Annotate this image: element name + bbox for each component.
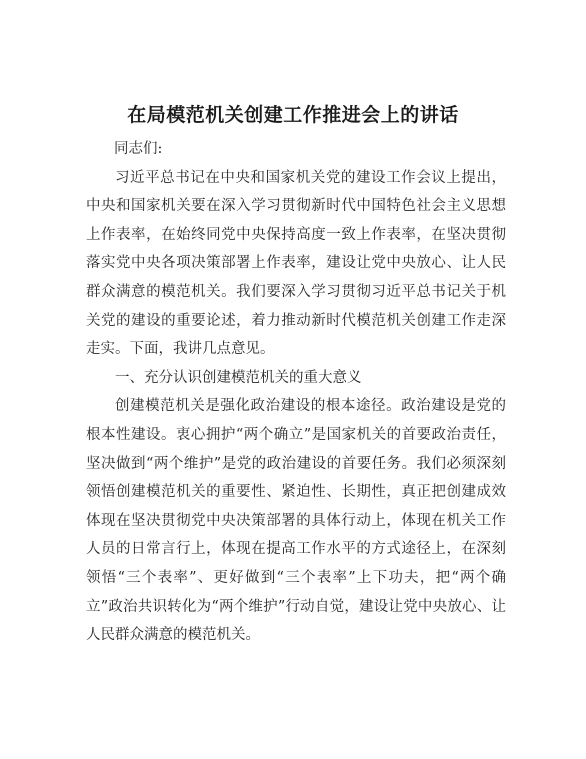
- salutation: 同志们:: [114, 141, 163, 157]
- intro-paragraph: 习近平总书记在中央和国家机关党的建设工作会议上提出，中央和国家机关要在深入学习贯彻新时代中国特色社会主义思想上作表率，在始终同党中央保持高度一致上作表率，在坚决贯彻落实党中央各项决策部署上作表率，建设让党中央放心、让人民群众满意的模范机关。我们要深入学习贯彻习近平总书记关于机关党的建设的重要论述，着力推动新时代模范机关创建工作走深走实。下面，我讲几点意见。: [86, 169, 506, 358]
- section-heading: 一、充分认识创建模范机关的重大意义: [115, 369, 362, 386]
- document-body: [86, 135, 506, 650]
- section-paragraph: 创建模范机关是强化政治建设的根本途径。政治建设是党的根本性建设。衷心拥护“两个确立”是国家机关的首要政治责任，坚决做到“两个维护”是党的政治建设的首要任务。我们必须深刻领悟创建模范机关的重要性、紧迫性、长期性，真正把创建成效体现在坚决贯彻党中央决策部署的具体行动上，体现在机关工作人员的日常言行上，体现在提高工作水平的方式途径上，在深刻领悟“三个表率”、更好做到“三个表率”上下功夫，把“两个确立”政治共识转化为“两个维护”行动自觉，建设让党中央放心、让人民群众满意的模范机关。: [86, 398, 506, 644]
- document-title: 在局模范机关创建工作推进会上的讲话: [127, 104, 459, 126]
